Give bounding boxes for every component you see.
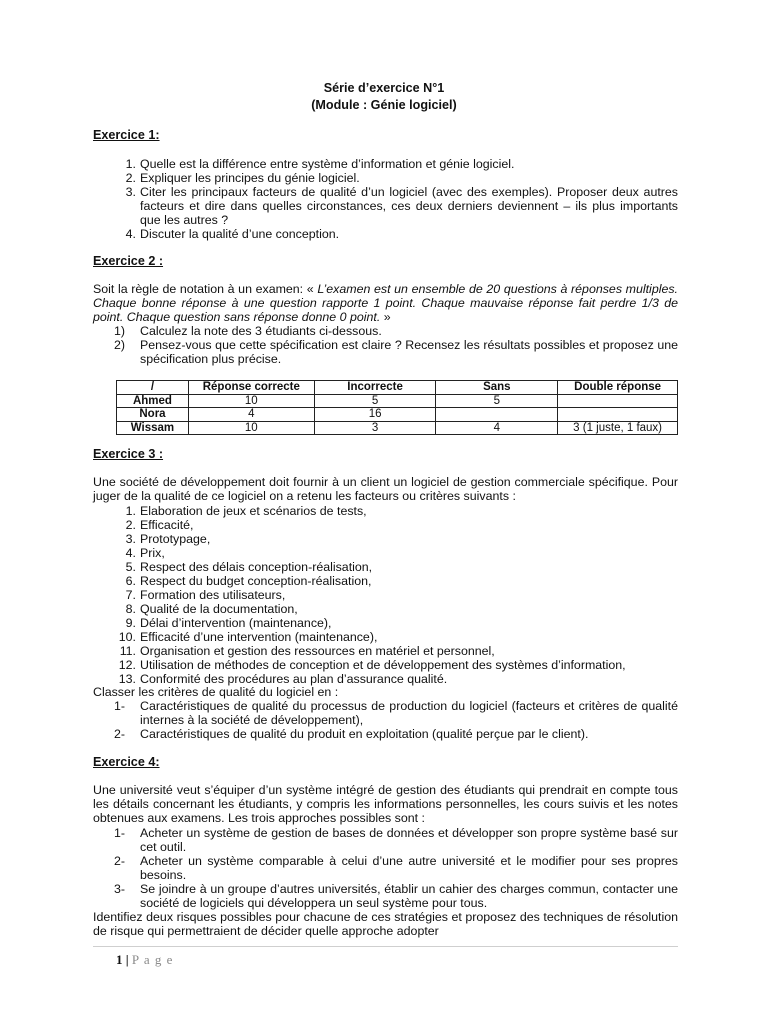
exercise-1-list <box>125 157 678 241</box>
table-cell: 4 <box>188 408 314 422</box>
table-cell: 4 <box>436 421 558 435</box>
list-item: 1- Caractéristiques de qualité du processus de production du logiciel (facteurs et critères de qualité internes à la société de développement), <box>114 699 678 727</box>
table-header-cell: Double réponse <box>558 381 678 395</box>
exercise-2-list <box>114 324 678 366</box>
list-item: 3- Se joindre à un groupe d’autres universités, établir un cahier des charges commun, contacter une société de logiciels qui développera un seul système pour tous. <box>114 882 678 910</box>
exercise-4-heading: Exercice 4: <box>93 755 160 769</box>
list-item: 1- Acheter un système de gestion de bases de données et développer son propre système basé sur cet outil. <box>114 826 678 854</box>
list-item: 1. Elaboration de jeux et scénarios de tests, <box>125 504 367 518</box>
list-item: 3. Prototypage, <box>125 532 211 546</box>
exercise-2-intro: Soit la règle de notation à un examen: « L’examen est un ensemble de 20 questions à réponses multiples. Chaque bonne réponse à une question rapporte 1 point. Chaque mauvaise réponse fait perdre 1/3 de point. Chaque question sans réponse donne 0 point. » <box>93 282 678 324</box>
table-cell: Nora <box>117 408 189 422</box>
table-header-row <box>117 381 678 395</box>
list-item: 2. Efficacité, <box>125 518 194 532</box>
table-cell: 3 <box>314 421 436 435</box>
table-cell: 10 <box>188 394 314 408</box>
exercise-3-intro: Une société de développement doit fournir à un client un logiciel de gestion commerciale spécifique. Pour juger de la qualité de ce logiciel on a retenu les facteurs ou critères suivants : <box>93 475 678 503</box>
list-item: 2- Caractéristiques de qualité du produit en exploitation (qualité perçue par le client). <box>114 727 589 741</box>
list-item: 10. Efficacité d’une intervention (maintenance), <box>118 630 378 644</box>
list-item: 8. Qualité de la documentation, <box>125 602 298 616</box>
exercise-3-heading: Exercice 3 : <box>93 447 164 461</box>
exercise-3-classes-list <box>114 699 678 741</box>
list-item: 2) Pensez-vous que cette spécification est claire ? Recensez les résultats possibles et proposez une spécification plus précise. <box>114 338 678 366</box>
footer-divider <box>93 946 678 947</box>
table-cell: 5 <box>436 394 558 408</box>
table-cell: 5 <box>314 394 436 408</box>
table-cell <box>558 408 678 422</box>
table-header-cell: Sans <box>436 381 558 395</box>
table-cell: 16 <box>314 408 436 422</box>
table-cell: 3 (1 juste, 1 faux) <box>558 421 678 435</box>
table-header-cell: Incorrecte <box>314 381 436 395</box>
list-item: 7. Formation des utilisateurs, <box>125 588 286 602</box>
list-item: 1) Calculez la note des 3 étudiants ci-dessous. <box>114 324 382 338</box>
table-row <box>117 421 678 435</box>
list-item: 11. Organisation et gestion des ressources en matériel et personnel, <box>119 644 495 658</box>
footer-separator: | <box>125 952 129 967</box>
table-row <box>117 394 678 408</box>
list-item: 9. Délai d’intervention (maintenance), <box>125 616 332 630</box>
table-cell: 10 <box>188 421 314 435</box>
list-item: 5. Respect des délais conception-réalisation, <box>125 560 373 574</box>
document-title: Série d’exercice N°1 <box>323 81 445 95</box>
page-footer <box>116 952 173 968</box>
exercise-3-classify-prompt: Classer les critères de qualité du logiciel en : <box>93 685 339 699</box>
list-item: 2. Expliquer les principes du génie logiciel. <box>125 171 360 185</box>
exercise-2-heading: Exercice 2 : <box>93 254 164 268</box>
table-header-cell: / <box>117 381 189 395</box>
table-cell: Ahmed <box>117 394 189 408</box>
scores-table <box>116 380 678 435</box>
table-header-cell: Réponse correcte <box>188 381 314 395</box>
document-subtitle: (Module : Génie logiciel) <box>311 98 457 112</box>
exercise-1-heading: Exercice 1: <box>93 128 160 142</box>
table-cell <box>558 394 678 408</box>
list-item: 6. Respect du budget conception-réalisation, <box>125 574 372 588</box>
exercise-4-conclusion: Identifiez deux risques possibles pour chacune de ces stratégies et proposez des techniques de résolution de risque qui permettraient de décider quelle approche adopter <box>93 910 678 938</box>
exercise-4-approaches-list <box>114 826 678 910</box>
list-item: 4. Prix, <box>125 546 165 560</box>
table-cell <box>436 408 558 422</box>
list-item: 13. Conformité des procédures au plan d’assurance qualité. <box>118 672 448 686</box>
page-label: P a g e <box>131 952 174 967</box>
list-item: 3. Citer les principaux facteurs de qualité d’un logiciel (avec des exemples). Proposer deux autres facteurs et dire dans quelles circonstances, ces deux derniers deviennent – ils plus importants que les autres ? <box>125 185 678 227</box>
exercise-3-criteria-list <box>118 504 678 686</box>
list-item: 1. Quelle est la différence entre système d’information et génie logiciel. <box>125 157 515 171</box>
list-item: 4. Discuter la qualité d’une conception. <box>125 227 340 241</box>
list-item: 2- Acheter un système comparable à celui d’une autre université et le modifier pour ses propres besoins. <box>114 854 678 882</box>
table-cell: Wissam <box>117 421 189 435</box>
table-row <box>117 408 678 422</box>
page-number: 1 <box>116 952 123 967</box>
exercise-4-intro: Une université veut s’équiper d’un système intégré de gestion des étudiants qui prendrait en compte tous les détails concernant les étudiants, y compris les informations personnelles, les cours suivis et les notes obtenues aux examens. Les trois approches possibles sont : <box>93 783 678 825</box>
list-item: 12. Utilisation de méthodes de conception et de développement des systèmes d’information, <box>118 658 626 672</box>
